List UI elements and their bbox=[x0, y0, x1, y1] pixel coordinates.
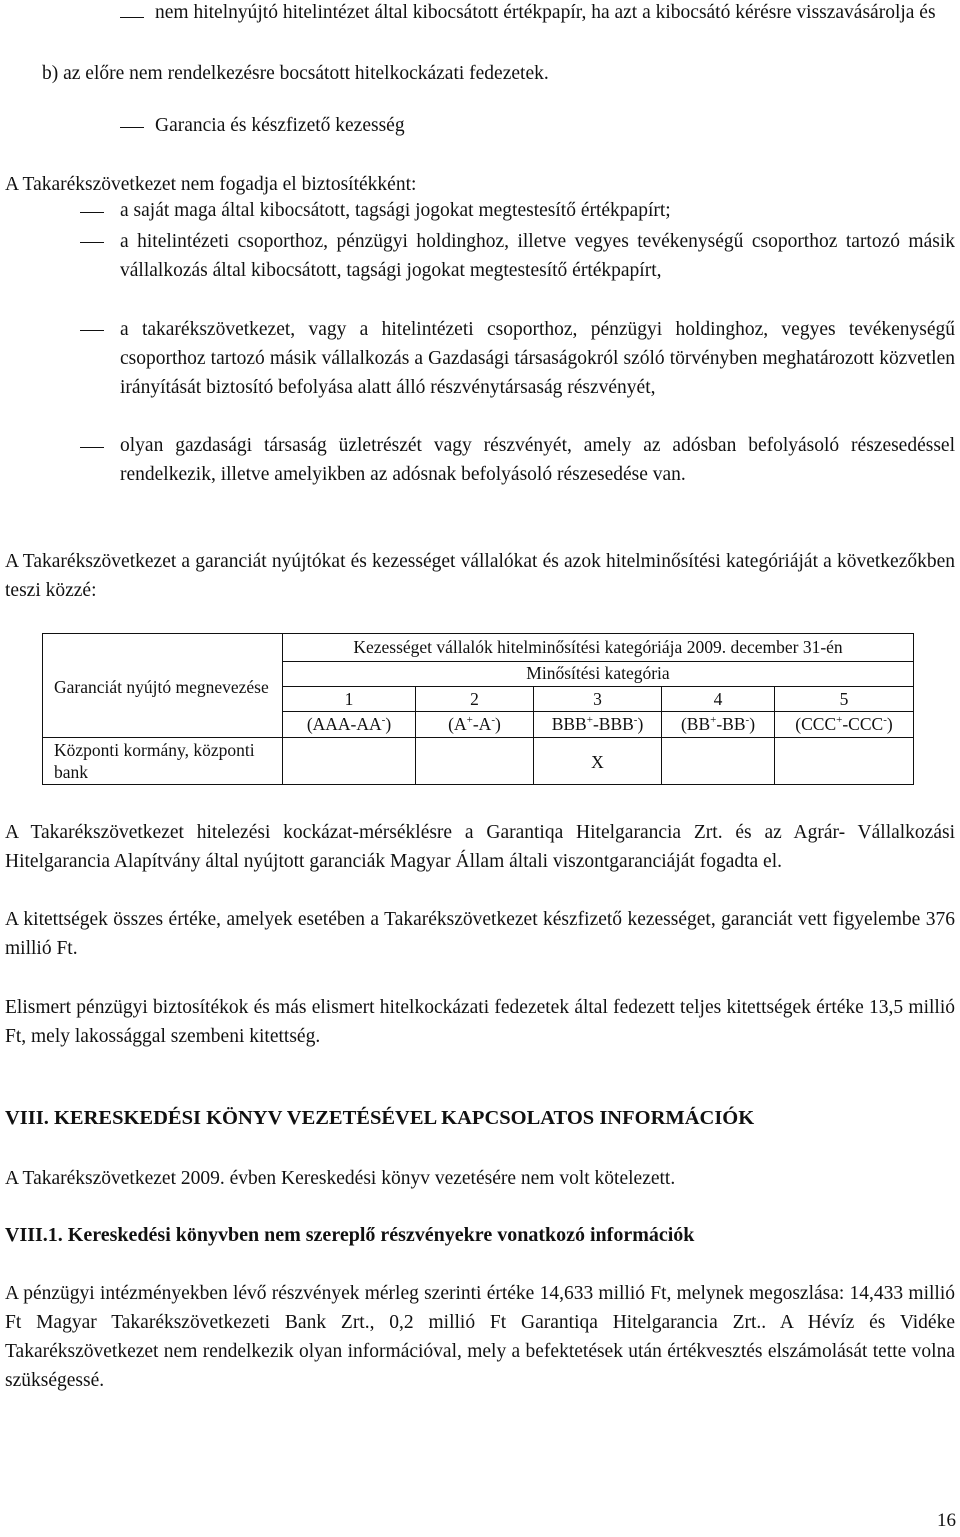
row-label-central-government: Központi kormány, központi bank bbox=[54, 740, 255, 782]
rating-range: (CCC+-CCC-) bbox=[795, 714, 893, 734]
dash-marker bbox=[80, 330, 104, 331]
page-number: 16 bbox=[937, 1510, 956, 1531]
section-text: A Takarékszövetkezet 2009. évben Kereskedési könyv vezetésére nem volt kötelezett. bbox=[5, 1168, 676, 1189]
paragraph-recognized-collateral: Elismert pénzügyi biztosítékok és más elismert hitelkockázati fedezetek által fedezett teljes kitettségek értéke 13,5 millió Ft, mely lakossággal szembeni kitettség. bbox=[5, 997, 955, 1047]
subsection-title: VIII.1. Kereskedési könyvben nem szereplő részvényekre vonatkozó információk bbox=[5, 1224, 695, 1246]
rating-range: (BB+-BB-) bbox=[680, 714, 756, 734]
collateral-item: a hitelintézeti csoporthoz, pénzügyi holdinghoz, illetve vegyes tevékenységű csoporthoz tartozó másik vállalkozás által kibocsátott, tagsági jogokat megtestesítő értékpapírt, bbox=[120, 231, 955, 281]
column-header: 3 bbox=[593, 689, 602, 709]
dash-marker bbox=[80, 242, 104, 243]
rating-range: (A+-A-) bbox=[448, 714, 501, 734]
column-header: 2 bbox=[470, 689, 479, 709]
rating-mark: X bbox=[591, 752, 604, 772]
dash-marker bbox=[120, 127, 144, 128]
column-header: 4 bbox=[713, 689, 723, 709]
collateral-item: a takarékszövetkezet, vagy a hitelintézeti csoporthoz, pénzügyi holdinghoz, vegyes tevékenységű csoporthoz tartozó másik vállalkozás a Gazdasági társaságokról szóló törvényben meghatározott közvetlen irányítását biztosító befolyása alatt álló részvénytársaság részvényét, bbox=[120, 319, 955, 398]
paragraph-guarantee: A Takarékszövetkezet a garanciát nyújtókat és kezességet vállalókat és azok hitelminősítési kategóriáját a következőkben teszi közzé: bbox=[5, 551, 955, 601]
collateral-item: olyan gazdasági társaság üzletrészét vagy részvényét, amely az adósban befolyásoló részesedéssel rendelkezik, illetve amelyikben az adósnak befolyásoló részesedése van. bbox=[120, 435, 955, 485]
dash-marker bbox=[80, 447, 104, 448]
collateral-item: a saját maga által kibocsátott, tagsági jogokat megtestesítő értékpapírt; bbox=[120, 200, 671, 221]
section-title: VIII. KERESKEDÉSI KÖNYV VEZETÉSÉVEL KAPCSOLATOS INFORMÁCIÓK bbox=[5, 1107, 755, 1129]
table-subtitle: Minősítési kategória bbox=[526, 663, 670, 683]
rating-table bbox=[42, 633, 914, 785]
dash-marker bbox=[80, 212, 104, 213]
dash-item-guarantee: Garancia és készfizető kezesség bbox=[155, 115, 405, 136]
paragraph-exposure: A kitettségek összes értéke, amelyek esetében a Takarékszövetkezet készfizető kezességet, garanciát vett figyelembe 376 millió Ft. bbox=[5, 909, 955, 959]
column-header: 1 bbox=[344, 689, 354, 709]
subsection-text: A pénzügyi intézményekben lévő részvények mérleg szerinti értéke 14,633 millió Ft, melynek megoszlása: 14,433 millió Ft Magyar Takarékszövetkezeti Bank Zrt., 0,2 millió Ft Garantiqa Hitelgarancia Zrt.. A Hévíz és Vidéke Takarékszövetkezet nem rendelkezik olyan információval, mely a befektetések után értékvesztés elszámolását tette volna szükségessé. bbox=[5, 1283, 955, 1391]
rating-range: (AAA-AA-) bbox=[306, 714, 392, 734]
dash-item-securities: nem hitelnyújtó hitelintézet által kibocsátott értékpapír, ha azt a kibocsátó kérésre visszavásárolja és bbox=[155, 2, 936, 23]
paragraph-risk-mitigation: A Takarékszövetkezet hitelezési kockázat-mérséklésre a Garantiqa Hitelgarancia Zrt. és az Agrár- Vállalkozási Hitelgarancia Alapítvány által nyújtott garanciák Magyar Állam általi viszontgaranciáját fogadta el. bbox=[5, 822, 955, 872]
collateral-lead: A Takarékszövetkezet nem fogadja el biztosítékként: bbox=[5, 174, 417, 195]
dash-marker bbox=[120, 17, 144, 18]
row-header-guarantor: Garanciát nyújtó megnevezése bbox=[54, 677, 269, 697]
list-item-b: b) az előre nem rendelkezésre bocsátott hitelkockázati fedezetek. bbox=[42, 63, 549, 84]
table-title: Kezességet vállalók hitelminősítési kategóriája 2009. december 31-én bbox=[353, 637, 843, 657]
rating-range: BBB+-BBB-) bbox=[551, 714, 644, 734]
column-header: 5 bbox=[839, 689, 849, 709]
